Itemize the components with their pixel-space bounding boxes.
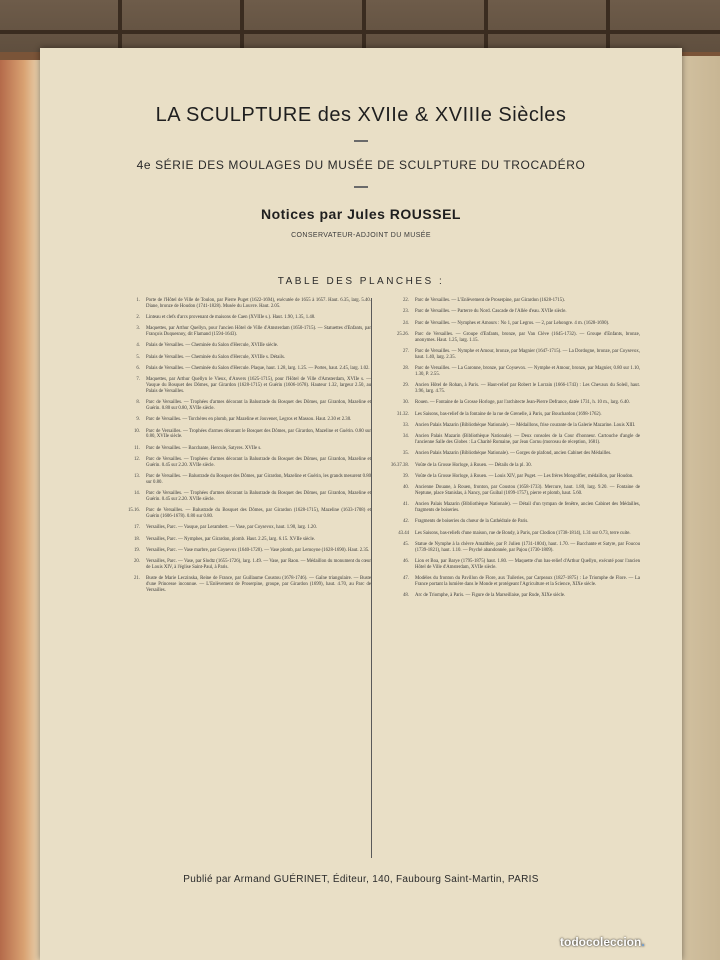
plate-description: Parc de Versailles. — Groupe d'Enfants, bronze, par Van Clève (1645-1732). — Groupe d'Enfants, bronze, anonymes. Haut. 1.25, larg. 1.15. <box>415 331 640 343</box>
plate-entry <box>385 576 640 588</box>
plate-entry <box>385 502 640 514</box>
plate-description: Ancien Palais Mazarin (Bibliothèque Nationale). — Deux consoles de la Cour d'honneur. Cartouche d'angle de l'ancienne Salle des Globes : La Charité Romaine, par Jean Cornu (morceau de réception, 1681). <box>415 434 640 445</box>
plate-entry <box>385 559 640 571</box>
plate-number: 48. <box>403 593 409 599</box>
plate-number: 23. <box>403 309 409 315</box>
plate-entry <box>116 377 371 394</box>
plate-entry <box>116 298 371 310</box>
plate-description: Parc de Versailles. — Torchères en plomb, par Mazeline et Jouvenet, Legros et Massou. Haut. 2.30 et 2.30. <box>146 417 352 423</box>
plate-description: Modèles du fronton du Pavillon de Flore, aux Tuileries, par Carpeaux (1827-1875) : Le Triomphe de Flore. — La France portant la lumière dans le Monde et protégeant l'Agriculture et la Science, XIXe siècle. <box>415 576 640 587</box>
plate-description: Parc de Versailles. — Balustrade du Bosquet des Dômes, par Girardon, Mazeline et Guérin, les grands mesurent 0.80 sur 0.80. <box>146 474 371 485</box>
plate-entry <box>385 383 640 395</box>
plate-description: Parc de Versailles. — Trophées d'armes décorant la Balustrade du Bosquet des Dômes, par Girardon, Mazeline et Guérin. 0.45 sur 2.20. XVIIe siècle. <box>146 457 371 468</box>
plate-number: 29. <box>403 383 409 389</box>
plate-number: 3. <box>136 326 140 332</box>
plate-description: Maquettes, par Arthur Quellyn, pour l'ancien Hôtel de Ville d'Amsterdam (1650-1715). — Statuettes d'Enfants, par François Duquesnoy, dit Flamand (1594-1643). <box>146 326 371 338</box>
plate-description: Arc de Triomphe, à Paris. — Figure de la Marseillaise, par Rude, XIXe siècle. <box>415 593 566 599</box>
plate-entry <box>116 400 371 412</box>
plate-entry <box>385 349 640 361</box>
column-divider <box>371 298 372 858</box>
plate-number: 1. <box>136 298 140 303</box>
plate-description: Linteau et clefs d'arcs provenant de maisons de Caen (XVIIIe s.). Haut. 1.90, 1.35, 1.48. <box>146 315 316 321</box>
plate-number: 40. <box>403 485 409 491</box>
plate-number: 42. <box>403 519 409 525</box>
plate-number: 22. <box>403 298 409 303</box>
plate-number: 20. <box>134 559 140 565</box>
plate-entry <box>116 315 371 321</box>
plate-number: 35. <box>403 451 409 457</box>
plate-entry <box>116 355 371 361</box>
plate-description: Ancienne Douane, à Rouen, fronton, par Coustou (1658-1733). Mercure, haut. 1.80, larg. 9.20. — Fontaine de Neptune, place Stanislas, à Nancy, par Guibal (1699-1757), pierre et plomb, haut. 5.60. <box>415 485 640 496</box>
plate-entry <box>385 321 640 327</box>
plate-description: Palais de Versailles. — Cheminée du Salon d'Hercule, XVIIIe s. Détails. <box>146 354 286 360</box>
subtitle-separator <box>354 186 368 188</box>
plate-entry <box>385 463 640 469</box>
plate-entry <box>385 366 640 378</box>
watermark-brand: todocoleccion <box>560 935 642 949</box>
plate-number: 45. <box>403 541 409 547</box>
title-separator <box>354 140 368 142</box>
plate-number: 33. <box>403 422 409 428</box>
left-column <box>116 298 371 599</box>
plate-entry <box>385 593 640 599</box>
plate-number: 21. <box>134 576 140 582</box>
plate-number: 19. <box>134 548 140 554</box>
plate-number: 24. <box>403 320 409 326</box>
plate-entry <box>116 457 371 469</box>
plate-description: Voûte de la Grosse Horloge, à Rouen. — Détails de la pl. 30. <box>415 462 532 468</box>
plate-number: 15.16. <box>128 508 140 514</box>
series-subtitle: 4e SÉRIE DES MOULAGES DU MUSÉE DE SCULPTURE DU TROCADÉRO <box>136 158 586 172</box>
plate-number: 47. <box>403 576 409 582</box>
plate-number: 43.44 <box>398 530 409 536</box>
plate-entry <box>385 474 640 480</box>
plate-entry <box>116 559 371 571</box>
plate-entry <box>385 485 640 497</box>
plate-entry <box>116 548 371 554</box>
plate-description: Parc de Versailles. — Bacchante, Hercule, Satyres. XVIIe s. <box>146 445 262 451</box>
plate-description: Parc de Versailles. — L'Enlèvement de Proserpine, par Girardon (1628-1715). <box>415 298 565 303</box>
plate-number: 10. <box>134 428 140 434</box>
plate-number: 18. <box>134 536 140 542</box>
watermark <box>560 935 645 949</box>
plate-entry <box>385 519 640 525</box>
plate-entry <box>116 537 371 543</box>
plate-entry <box>385 400 640 406</box>
plate-entry <box>385 423 640 429</box>
plate-description: Versailles, Parc. — Vase, par Slodtz (1655-1726), larg. 1.49. — Vase, par Raon. — Médaillon du monument du cœur de Louis XIV, à l'église Saint-Paul, à Paris. <box>146 559 371 571</box>
plate-entry <box>385 451 640 457</box>
plate-number: 2. <box>136 315 140 321</box>
plate-description: Ancien Palais Mazarin (Bibliothèque Nationale). — Gorges de plafond, ancien Cabinet des Médailles. <box>415 451 612 457</box>
plate-description: Ancien Palais Mazarin (Bibliothèque Nationale). — Détail d'un tympan de fenêtre, ancien Cabinet des Médailles, fragments de boiseries. <box>415 502 640 514</box>
plate-description: Parc de Versailles. — Nymphes et Amours : No 1, par Legros. — 2, par Lehongre. 4 m. (1628-1690). <box>415 320 610 326</box>
plate-description: Parc de Versailles. — Parterre du Nord. Cascade de l'Allée d'eau. XVIIe siècle. <box>415 309 567 315</box>
plate-entry <box>116 491 371 503</box>
author-role: CONSERVATEUR-ADJOINT DU MUSÉE <box>291 232 431 239</box>
plate-description: Voûte de la Grosse Horloge, à Rouen. — Louis XIV, par Puget. — Les frères Mongolfier, médaillon, par Houdon. <box>415 473 634 479</box>
plate-number: 27. <box>403 348 409 354</box>
plate-description: Rouen. — Fontaine de la Grosse Horloge, par l'architecte Jean-Pierre Defrance, datée 1731, h. 10 m., larg. 6.40. <box>415 400 630 406</box>
plate-description: Porte de l'Hôtel de Ville de Toulon, par Pierre Puget (1622-1694), exécutée de 1655 à 1657. Haut. 6.35, larg. 5.40. Diane, bronze de Houdon (1741-1828). Musée du Louvre. Haut. 2.05. <box>146 298 371 309</box>
plate-number: 25.26. <box>397 331 409 337</box>
plate-entry <box>116 417 371 423</box>
plate-description: Palais de Versailles. — Cheminée du Salon d'Hercule, XVIIIe siècle. <box>146 343 279 349</box>
document-page <box>40 48 682 960</box>
plate-entry <box>116 576 371 593</box>
plate-number: 39. <box>403 473 409 479</box>
plate-description: Maquettes, par Arthur Quellyn le Vieux, d'Anvers (1625-1715), pour l'Hôtel de Ville d'Amsterdam, XVIIe s. — Vasque du Bosquet des Dômes, par Girardon (1628-1715) et Guérin (1606-1678). Hauteur 1.32, largeur 2.50, au Palais de Versailles. <box>146 377 371 394</box>
plate-number: 12. <box>134 457 140 463</box>
plate-entry <box>116 508 371 520</box>
plate-number: 9. <box>136 417 140 423</box>
plate-entry <box>385 542 640 554</box>
right-column <box>385 298 640 605</box>
plate-description: Lion et Boa, par Barye (1795-1875) haut. 1.80. — Maquette d'un bas-relief d'Arthur Quellyn, exécuté pour l'ancien Hôtel de Ville d'Amsterdam, XVIIe siècle. <box>415 559 640 570</box>
plate-description: Parc de Versailles. — Nymphe et Amour, bronze, par Magnier (1647-1715). — La Dordogne, bronze, par Coysevox, haut. 1.40, larg. 2.35. <box>415 348 640 360</box>
plate-number: 46. <box>403 559 409 565</box>
plate-entry <box>385 412 640 418</box>
plate-number: 14. <box>134 491 140 497</box>
plate-entry <box>385 309 640 315</box>
author-line: Notices par Jules ROUSSEL <box>260 206 461 222</box>
plate-description: Parc de Versailles. — Trophées d'armes décorant le Bosquet des Dômes, par Girardon, Mazeline et Guérin. 0.80 sur 0.80, XVIIe siècle. <box>146 428 371 440</box>
plate-entry <box>385 531 640 537</box>
plate-description: Parc de Versailles. — Trophées d'armes décorant la Balustrade du Bosquet des Dômes, par Girardon, Mazeline et Guérin. 0.80 sur 0.80, XVIIe siècle. <box>146 400 371 412</box>
plate-entry <box>385 298 640 304</box>
plate-number: 8. <box>136 400 140 406</box>
plate-description: Fragments de boiseries du chœur de la Cathédrale de Paris. <box>415 519 529 525</box>
plate-description: Versailles, Parc. — Vasque, par Lerambert. — Vase, par Coysevox, haut. 1.90, larg. 1.20. <box>146 525 317 531</box>
plate-entry <box>385 332 640 344</box>
plate-entry <box>116 446 371 452</box>
plate-entry <box>116 429 371 441</box>
plate-number: 41. <box>403 502 409 508</box>
plate-description: Statue de Nymphe à la chèvre Amalthée, par P. Julien (1731-1804), haut. 1.70. — Bacchante et Satyre, par Foucou (1739-1821), haut. 1.10. — Psyché abandonnée, par Pajou (1730-1809). <box>415 541 640 553</box>
plate-description: Parc de Versailles. — La Garonne, bronze, par Coysevox. — Nymphe et Amour, bronze, par Magnier, 0.80 sur 1.10, 1.30, P. 2.55. <box>415 366 640 377</box>
plate-number: 34. <box>403 434 409 440</box>
plate-entry <box>116 326 371 338</box>
plate-number: 4. <box>136 343 140 349</box>
plate-number: 28. <box>403 366 409 372</box>
plate-description: Les Saisons, bas-relief de la fontaine de la rue de Grenelle, à Paris, par Bouchardon (1698-1762). <box>415 411 602 417</box>
table-title: TABLE DES PLANCHES : <box>277 276 445 287</box>
plate-number: 30. <box>403 400 409 406</box>
plate-number: 36.37.38. <box>391 462 409 468</box>
plate-entry <box>116 343 371 349</box>
page-title: LA SCULPTURE des XVIIe & XVIIIe Siècles <box>155 104 567 126</box>
plate-description: Parc de Versailles. — Balustrade du Bosquet des Dômes, par Girardon (1628-1715), Mazeline (1633-1708) et Guérin (1606-1678). 0.80 sur 0.80. <box>146 508 371 520</box>
plate-entry <box>116 474 371 486</box>
watermark-dot: . <box>641 935 645 949</box>
plate-description: Ancien Palais Mazarin (Bibliothèque Nationale). — Médaillons, frise courante de la Galerie Mazarine. Louis XIII. <box>415 422 636 428</box>
publisher-line: Publié par Armand GUÉRINET, Éditeur, 140, Faubourg Saint-Martin, PARIS <box>183 874 539 885</box>
plate-number: 5. <box>136 354 140 360</box>
plate-entry <box>116 366 371 372</box>
plate-number: 6. <box>136 366 140 372</box>
plate-number: 7. <box>136 377 140 383</box>
plate-description: Versailles, Parc. — Nymphes, par Girardon, plomb. Haut. 2.25, larg. 6.15. XVIIe siècle. <box>146 536 316 542</box>
plate-description: Parc de Versailles. — Trophées d'armes décorant la Balustrade du Bosquet des Dômes, par Girardon, Mazeline et Guérin. 0.45 sur 2.20. XVIIe siècle. <box>146 491 371 503</box>
plate-description: Buste de Marie Leczinska, Reine de France, par Guillaume Coustou (1678-1746). — Gaîne triangulaire. — Buste d'une Princesse inconnue. — L'Enlèvement de Proserpine, groupe, par Girardon (1699), haut. 4.70, au Parc de Versailles. <box>146 576 371 593</box>
binder-spine <box>0 60 40 960</box>
plate-description: Versailles, Parc. — Vase marbre, par Coysevox (1640-1720). — Vase plomb, par Lemoyne (1628-1690). Haut. 2.35. <box>146 548 370 554</box>
plate-number: 31.32. <box>397 411 409 417</box>
plate-number: 13. <box>134 474 140 480</box>
plate-number: 11. <box>134 445 140 451</box>
plate-number: 17. <box>134 525 140 531</box>
plate-entry <box>385 434 640 446</box>
plate-description: Ancien Hôtel de Rohan, à Paris. — Haut-relief par Robert le Lorrain (1666-1743) : Les Chevaux du Soleil, haut. 3.96, larg. 4.75. <box>415 383 640 394</box>
plate-entry <box>116 525 371 531</box>
plate-description: Les Saisons, bas-reliefs d'une maison, rue de Bondy, à Paris, par Clodion (1738-1814), 1.31 sur 0.73, terre cuite. <box>415 530 631 536</box>
plate-description: Palais de Versailles. — Cheminée du Salon d'Hercule. Plaque, haut. 1.28, larg. 1.25. — Portes, haut. 2.45, larg. 1.02. <box>146 366 370 372</box>
